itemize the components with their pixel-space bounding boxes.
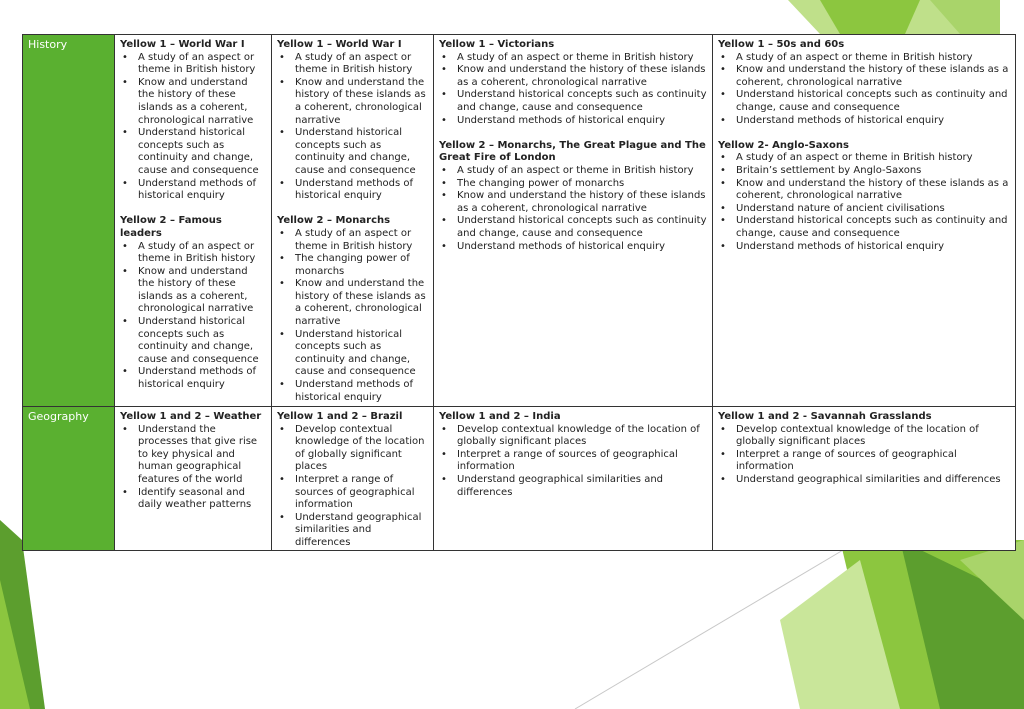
list-item: • Understand methods of historical enquiry	[277, 178, 428, 203]
subject-label: History	[23, 35, 115, 407]
list-item: • Understand historical concepts such as continuity and change, cause and consequence	[718, 215, 1010, 240]
table-cell	[115, 407, 272, 551]
unit-title: Yellow 1 and 2 - Savannah Grasslands	[718, 411, 932, 422]
unit-title: Yellow 1 – 50s and 60s	[718, 39, 845, 50]
objective-list	[718, 52, 1010, 128]
list-item: • Interpret a range of sources of geographical information	[718, 449, 1010, 474]
list-item: • Understand historical concepts such as continuity and change, cause and consequence	[120, 316, 266, 366]
unit-block	[439, 140, 707, 253]
objective-list	[718, 424, 1010, 487]
table-cell	[434, 407, 713, 551]
list-item: • A study of an aspect or theme in British history	[277, 228, 428, 253]
list-item: • A study of an aspect or theme in British history	[277, 52, 428, 77]
unit-block	[120, 411, 266, 512]
list-item: • Interpret a range of sources of geographical information	[277, 474, 428, 512]
objective-list	[718, 152, 1010, 253]
list-item: • Know and understand the history of these islands as a coherent, chronological narrative	[718, 64, 1010, 89]
list-item: • A study of an aspect or theme in British history	[718, 52, 1010, 65]
list-item: • Understand historical concepts such as continuity and change, cause and consequence	[718, 89, 1010, 114]
list-item: • Understand historical concepts such as continuity and change, cause and consequence	[120, 127, 266, 177]
list-item: • Develop contextual knowledge of the location of globally significant places	[277, 424, 428, 474]
objective-list	[277, 52, 428, 203]
objective-list	[439, 165, 707, 253]
table-row	[23, 35, 1016, 407]
list-item: • Understand historical concepts such as continuity and change, cause and consequence	[277, 127, 428, 177]
list-item: • The changing power of monarchs	[277, 253, 428, 278]
list-item: • Know and understand the history of these islands as a coherent, chronological narrative	[439, 64, 707, 89]
list-item: • Understand historical concepts such as continuity and change, cause and consequence	[439, 89, 707, 114]
objective-list	[439, 52, 707, 128]
objective-list	[120, 52, 266, 203]
list-item: • A study of an aspect or theme in British history	[120, 241, 266, 266]
list-item: • A study of an aspect or theme in British history	[120, 52, 266, 77]
list-item: • Know and understand the history of these islands as a coherent, chronological narrative	[120, 266, 266, 316]
objective-list	[277, 228, 428, 404]
list-item: • Understand methods of historical enquiry	[439, 115, 707, 128]
list-item: • Know and understand the history of these islands as a coherent, chronological narrative	[120, 77, 266, 127]
table-cell	[713, 407, 1016, 551]
list-item: • A study of an aspect or theme in British history	[439, 165, 707, 178]
unit-title: Yellow 1 and 2 – Weather	[120, 411, 262, 422]
unit-block	[439, 39, 707, 127]
unit-block	[277, 411, 428, 550]
list-item: • Understand the processes that give rise to key physical and human geographical features of the world	[120, 424, 266, 487]
table-cell	[713, 35, 1016, 407]
list-item: • Understand methods of historical enquiry	[120, 178, 266, 203]
curriculum-table	[22, 34, 1016, 551]
list-item: • Interpret a range of sources of geographical information	[439, 449, 707, 474]
list-item: • The changing power of monarchs	[439, 178, 707, 191]
unit-title: Yellow 1 and 2 – Brazil	[277, 411, 403, 422]
list-item: • Understand geographical similarities and differences	[718, 474, 1010, 487]
table-row	[23, 407, 1016, 551]
list-item: • Develop contextual knowledge of the location of globally significant places	[718, 424, 1010, 449]
curriculum-table-body	[23, 35, 1016, 551]
list-item: • Know and understand the history of these islands as a coherent, chronological narrative	[718, 178, 1010, 203]
list-item: • Understand geographical similarities and differences	[277, 512, 428, 550]
unit-title: Yellow 1 – World War I	[277, 39, 402, 50]
list-item: • Develop contextual knowledge of the location of globally significant places	[439, 424, 707, 449]
list-item: • Understand methods of historical enquiry	[718, 115, 1010, 128]
unit-block	[120, 215, 266, 391]
list-item: • A study of an aspect or theme in British history	[718, 152, 1010, 165]
list-item: • Understand geographical similarities and differences	[439, 474, 707, 499]
list-item: • Understand historical concepts such as continuity and change, cause and consequence	[439, 215, 707, 240]
objective-list	[277, 424, 428, 550]
unit-title: Yellow 1 – World War I	[120, 39, 245, 50]
unit-block	[277, 39, 428, 203]
list-item: • Understand historical concepts such as continuity and change, cause and consequence	[277, 329, 428, 379]
unit-block	[120, 39, 266, 203]
unit-title: Yellow 2 – Monarchs	[277, 215, 391, 227]
list-item: • Understand methods of historical enquiry	[277, 379, 428, 404]
unit-title: Yellow 2- Anglo-Saxons	[718, 139, 849, 151]
list-item: • Know and understand the history of these islands as a coherent, chronological narrative	[439, 190, 707, 215]
unit-block	[718, 39, 1010, 127]
unit-block	[439, 411, 707, 499]
unit-title: Yellow 2 – Famous leaders	[120, 215, 222, 239]
list-item: • Understand methods of historical enquiry	[120, 366, 266, 391]
table-cell	[115, 35, 272, 407]
table-cell	[272, 407, 434, 551]
list-item: • Know and understand the history of these islands as a coherent, chronological narrative	[277, 77, 428, 127]
list-item: • Understand methods of historical enquiry	[439, 241, 707, 254]
list-item: • Britain’s settlement by Anglo-Saxons	[718, 165, 1010, 178]
list-item: • Understand nature of ancient civilisations	[718, 203, 1010, 216]
unit-title: Yellow 1 and 2 – India	[439, 411, 561, 422]
objective-list	[120, 424, 266, 512]
unit-block	[718, 140, 1010, 253]
table-cell	[434, 35, 713, 407]
objective-list	[120, 241, 266, 392]
unit-title: Yellow 1 – Victorians	[439, 39, 555, 50]
list-item: • Identify seasonal and daily weather patterns	[120, 487, 266, 512]
unit-block	[718, 411, 1010, 487]
list-item: • A study of an aspect or theme in British history	[439, 52, 707, 65]
unit-block	[277, 215, 428, 404]
unit-title: Yellow 2 – Monarchs, The Great Plague and The Great Fire of London	[439, 139, 706, 164]
list-item: • Understand methods of historical enquiry	[718, 241, 1010, 254]
objective-list	[439, 424, 707, 500]
subject-label: Geography	[23, 407, 115, 551]
list-item: • Know and understand the history of these islands as a coherent, chronological narrative	[277, 278, 428, 328]
table-cell	[272, 35, 434, 407]
